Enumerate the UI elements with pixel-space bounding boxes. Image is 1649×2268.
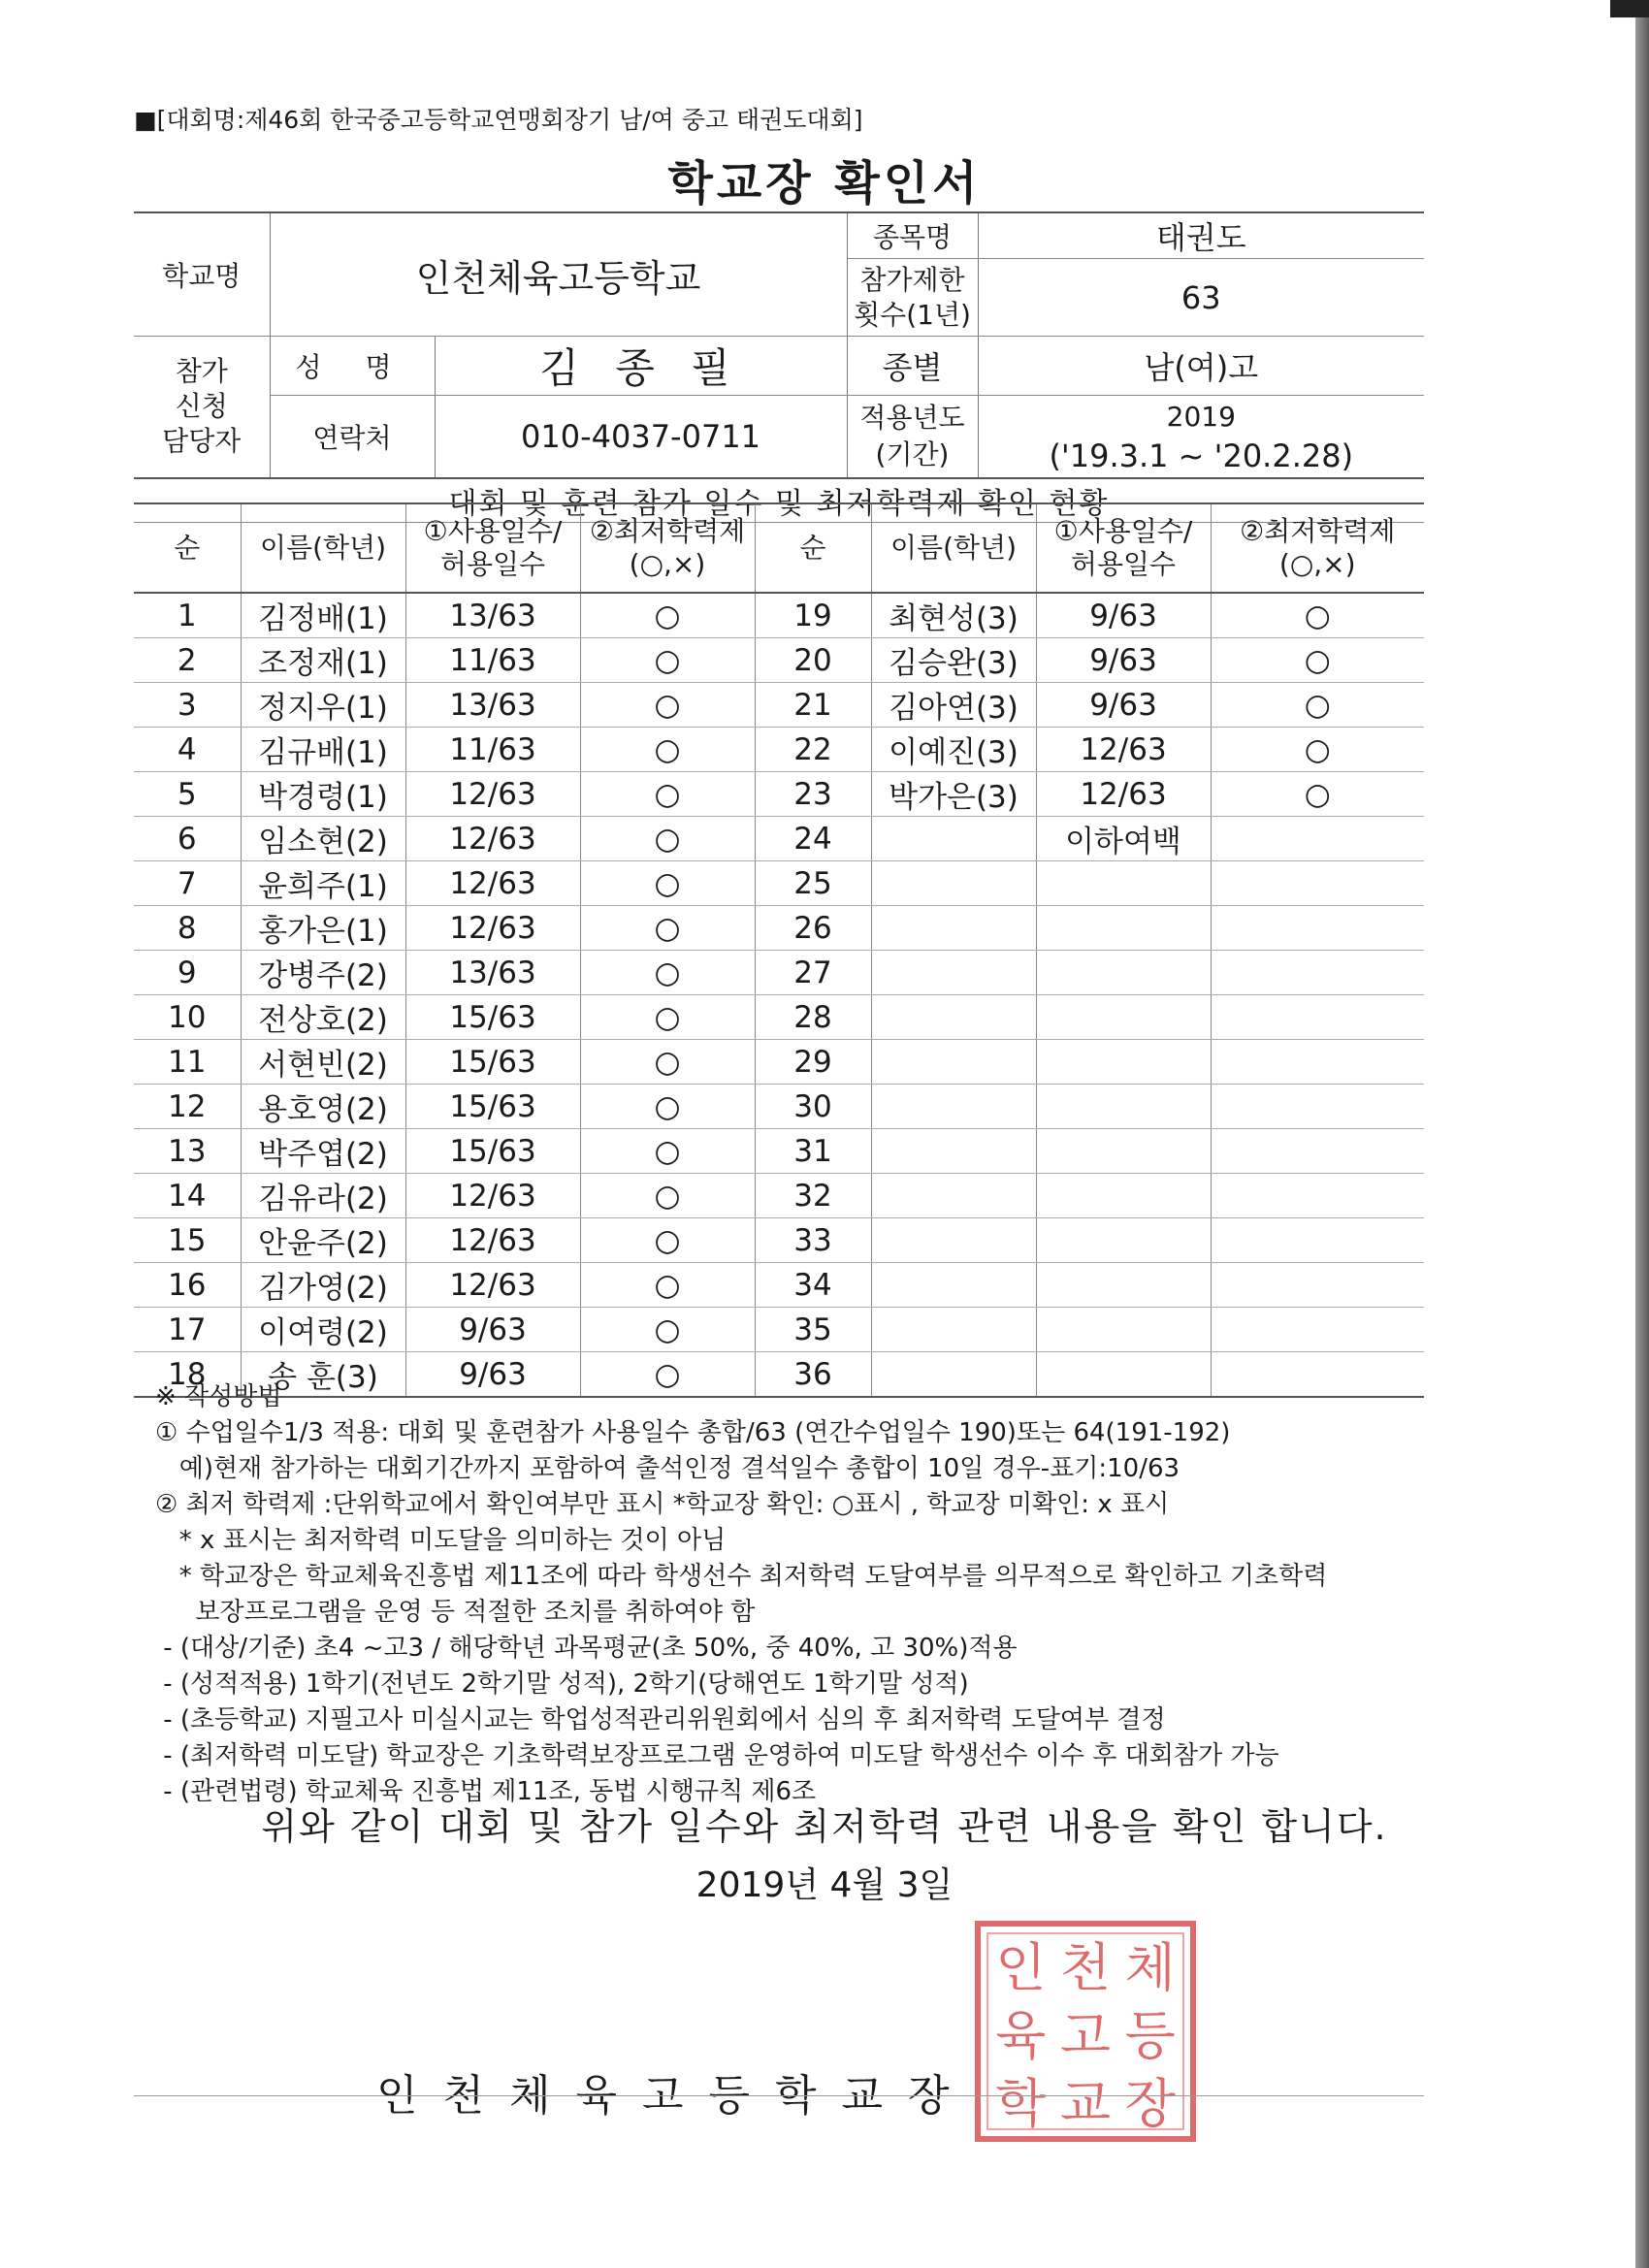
cell-no: 9 bbox=[134, 951, 241, 995]
cell-min: ○ bbox=[580, 906, 755, 951]
cell-no: 10 bbox=[134, 995, 241, 1040]
cell-no: 30 bbox=[755, 1085, 871, 1129]
cell-name bbox=[871, 861, 1036, 906]
note-line: * 학교장은 학교체육진흥법 제11조에 따라 학생선수 최저학력 도달여부를 의무적으로 확인하고 기초학력 bbox=[155, 1562, 1328, 1591]
cell-no: 33 bbox=[755, 1218, 871, 1263]
cell-no: 25 bbox=[755, 861, 871, 906]
cell-min bbox=[1211, 817, 1424, 861]
cell-name: 최현성(3) bbox=[871, 593, 1036, 638]
cell-min bbox=[1211, 1308, 1424, 1352]
cell-min bbox=[1211, 906, 1424, 951]
cell-name bbox=[871, 995, 1036, 1040]
type-value: 남(여)고 bbox=[978, 337, 1424, 396]
cell-days: 9/63 bbox=[405, 1352, 580, 1398]
cell-no: 16 bbox=[134, 1263, 241, 1308]
cell-days bbox=[1036, 906, 1211, 951]
col-days-line1: ①사용일수/ bbox=[423, 515, 563, 547]
cell-no: 27 bbox=[755, 951, 871, 995]
table-row bbox=[134, 728, 1424, 772]
table-row bbox=[134, 593, 1424, 638]
competition-note: ■[대회명:제46회 한국중고등학교연맹회장기 남/여 중고 태권도대회] bbox=[134, 106, 863, 134]
cell-days bbox=[1036, 1129, 1211, 1174]
cell-days: 12/63 bbox=[405, 772, 580, 817]
cell-min bbox=[1211, 1085, 1424, 1129]
cell-days: 12/63 bbox=[1036, 728, 1211, 772]
cell-days bbox=[1036, 1174, 1211, 1218]
cell-days: 12/63 bbox=[405, 1263, 580, 1308]
col-min-line1: ②최저학력제 bbox=[1240, 515, 1396, 547]
cell-name: 박주엽(2) bbox=[241, 1129, 405, 1174]
writing-instructions bbox=[155, 1379, 1436, 1810]
cell-name: 용호영(2) bbox=[241, 1085, 405, 1129]
phone-label: 연락처 bbox=[270, 396, 435, 478]
cell-name: 이예진(3) bbox=[871, 728, 1036, 772]
cell-days bbox=[1036, 861, 1211, 906]
confirmation-statement: 위와 같이 대회 및 참가 일수와 최저학력 관련 내용을 확인 합니다. bbox=[261, 1805, 1388, 1848]
cell-no: 7 bbox=[134, 861, 241, 906]
cell-min bbox=[1211, 1218, 1424, 1263]
cell-no: 1 bbox=[134, 593, 241, 638]
cell-name bbox=[871, 1129, 1036, 1174]
cell-min: ○ bbox=[580, 1040, 755, 1085]
col-min-line2: (○,×) bbox=[629, 548, 706, 580]
cell-days bbox=[1036, 951, 1211, 995]
year-label bbox=[847, 396, 978, 478]
table-row bbox=[134, 906, 1424, 951]
cell-days: 9/63 bbox=[1036, 638, 1211, 683]
cell-min: ○ bbox=[580, 593, 755, 638]
event-label: 종목명 bbox=[847, 212, 978, 259]
info-table bbox=[134, 211, 1424, 523]
table-row bbox=[134, 772, 1424, 817]
period-value: ('19.3.1 ~ '20.2.28) bbox=[1049, 437, 1354, 474]
cell-name: 윤희주(1) bbox=[241, 861, 405, 906]
cell-name: 홍가은(1) bbox=[241, 906, 405, 951]
contact-group-line2: 신청 bbox=[175, 390, 228, 423]
cell-name: 서현빈(2) bbox=[241, 1040, 405, 1085]
cell-no: 28 bbox=[755, 995, 871, 1040]
cell-days: 11/63 bbox=[405, 728, 580, 772]
col-days-line2: 허용일수 bbox=[1070, 548, 1177, 580]
cell-min: ○ bbox=[580, 683, 755, 728]
cell-days: 12/63 bbox=[405, 1218, 580, 1263]
table-row bbox=[134, 817, 1424, 861]
cell-no: 31 bbox=[755, 1129, 871, 1174]
issue-date: 2019년 4월 3일 bbox=[695, 1865, 954, 1905]
cell-min: ○ bbox=[580, 772, 755, 817]
col-min bbox=[580, 503, 755, 593]
cell-min: ○ bbox=[580, 638, 755, 683]
cell-no: 14 bbox=[134, 1174, 241, 1218]
school-label: 학교명 bbox=[134, 212, 270, 337]
cell-days bbox=[1036, 1308, 1211, 1352]
cell-days: 12/63 bbox=[1036, 772, 1211, 817]
cell-name bbox=[871, 1040, 1036, 1085]
year-number: 2019 bbox=[1166, 400, 1236, 433]
name-value: 김 종 필 bbox=[435, 337, 847, 396]
col-name: 이름(학년) bbox=[871, 503, 1036, 593]
contact-group-line3: 담당자 bbox=[162, 425, 242, 458]
seal-character: 천 bbox=[1059, 1937, 1112, 1998]
cell-days: 11/63 bbox=[405, 638, 580, 683]
table-row bbox=[134, 861, 1424, 906]
limit-value: 63 bbox=[978, 259, 1424, 337]
cell-days: 15/63 bbox=[405, 1040, 580, 1085]
cell-no: 18 bbox=[134, 1352, 241, 1398]
cell-days: 9/63 bbox=[1036, 683, 1211, 728]
cell-min: ○ bbox=[580, 995, 755, 1040]
phone-value: 010-4037-0711 bbox=[435, 396, 847, 478]
cell-min bbox=[1211, 1174, 1424, 1218]
cell-no: 22 bbox=[755, 728, 871, 772]
note-line: ① 수업일수1/3 적용: 대회 및 훈련참가 사용일수 총합/63 (연간수업일수 190)또는 64(191-192) bbox=[155, 1418, 1231, 1447]
cell-days: 13/63 bbox=[405, 951, 580, 995]
table-row bbox=[134, 1085, 1424, 1129]
cell-days: 12/63 bbox=[405, 906, 580, 951]
participants-table bbox=[134, 502, 1424, 1398]
col-no: 순 bbox=[134, 503, 241, 593]
cell-min: ○ bbox=[1211, 728, 1424, 772]
cell-name bbox=[871, 1308, 1036, 1352]
limit-label bbox=[847, 259, 978, 337]
cell-min: ○ bbox=[580, 1218, 755, 1263]
seal-character: 체 bbox=[1124, 1937, 1176, 1998]
note-line: - (성적적용) 1학기(전년도 2학기말 성적), 2학기(당해연도 1학기말 성적) bbox=[155, 1669, 969, 1699]
table-row bbox=[134, 951, 1424, 995]
cell-min bbox=[1211, 861, 1424, 906]
cell-name bbox=[871, 817, 1036, 861]
school-name: 인천체육고등학교 bbox=[270, 212, 847, 337]
cell-name: 김아연(3) bbox=[871, 683, 1036, 728]
cell-days: 12/63 bbox=[405, 861, 580, 906]
cell-no: 15 bbox=[134, 1218, 241, 1263]
cell-min: ○ bbox=[580, 1308, 755, 1352]
seal-character: 학 bbox=[995, 2073, 1047, 2134]
col-name: 이름(학년) bbox=[241, 503, 405, 593]
table-row bbox=[134, 1174, 1424, 1218]
note-line: - (최저학력 미도달) 학교장은 기초학력보장프로그램 운영하여 미도달 학생선수 이수 후 대회참가 가능 bbox=[155, 1741, 1279, 1770]
document-title: 학교장 확인서 bbox=[667, 156, 982, 211]
cell-name: 박가은(3) bbox=[871, 772, 1036, 817]
cell-no: 24 bbox=[755, 817, 871, 861]
seal-character: 교 bbox=[1059, 2073, 1112, 2134]
cell-name bbox=[871, 1085, 1036, 1129]
cell-name bbox=[871, 1174, 1036, 1218]
cell-name: 김유라(2) bbox=[241, 1174, 405, 1218]
cell-no: 8 bbox=[134, 906, 241, 951]
cell-min: ○ bbox=[1211, 638, 1424, 683]
cell-days bbox=[1036, 1218, 1211, 1263]
scan-corner bbox=[1610, 0, 1649, 17]
cell-min: ○ bbox=[580, 1129, 755, 1174]
cell-no: 5 bbox=[134, 772, 241, 817]
cell-days bbox=[1036, 1263, 1211, 1308]
table-row bbox=[134, 1263, 1424, 1308]
seal-character: 인 bbox=[995, 1937, 1047, 1998]
cell-name: 임소현(2) bbox=[241, 817, 405, 861]
col-days-line1: ①사용일수/ bbox=[1053, 515, 1193, 547]
cell-days bbox=[1036, 1085, 1211, 1129]
name-label: 성 명 bbox=[270, 337, 435, 396]
col-min-line2: (○,×) bbox=[1278, 548, 1356, 580]
limit-label-line1: 참가제한 bbox=[859, 263, 965, 296]
principal-name: 인천체육고등학교장 bbox=[376, 2071, 975, 2121]
type-label: 종별 bbox=[847, 337, 978, 396]
cell-no: 36 bbox=[755, 1352, 871, 1398]
cell-min bbox=[1211, 1263, 1424, 1308]
cell-days: 15/63 bbox=[405, 995, 580, 1040]
cell-min: ○ bbox=[1211, 772, 1424, 817]
cell-no: 19 bbox=[755, 593, 871, 638]
cell-no: 20 bbox=[755, 638, 871, 683]
cell-name bbox=[871, 951, 1036, 995]
note-line: - (초등학교) 지필고사 미실시교는 학업성적관리위원회에서 심의 후 최저학력 도달여부 결정 bbox=[155, 1705, 1166, 1734]
col-days bbox=[1036, 503, 1211, 593]
cell-no: 26 bbox=[755, 906, 871, 951]
cell-no: 35 bbox=[755, 1308, 871, 1352]
cell-no: 34 bbox=[755, 1263, 871, 1308]
col-days bbox=[405, 503, 580, 593]
cell-days: 12/63 bbox=[405, 1174, 580, 1218]
cell-name: 박경령(1) bbox=[241, 772, 405, 817]
cell-days: 9/63 bbox=[405, 1308, 580, 1352]
event-value: 태권도 bbox=[978, 212, 1424, 259]
cell-name: 송 훈(3) bbox=[241, 1352, 405, 1398]
cell-no: 23 bbox=[755, 772, 871, 817]
scan-edge bbox=[1635, 0, 1649, 2268]
cell-min: ○ bbox=[580, 1263, 755, 1308]
cell-name: 전상호(2) bbox=[241, 995, 405, 1040]
cell-name: 강병주(2) bbox=[241, 951, 405, 995]
table-title: 대회 및 훈련 참가 일수 및 최저학력제 확인 현황 bbox=[134, 478, 1424, 523]
year-label-line2: (기간) bbox=[875, 437, 950, 470]
note-line: ※ 작성방법 bbox=[155, 1382, 282, 1411]
cell-no: 32 bbox=[755, 1174, 871, 1218]
school-seal-stamp bbox=[975, 1921, 1196, 2142]
cell-name: 이여령(2) bbox=[241, 1308, 405, 1352]
cell-name: 안윤주(2) bbox=[241, 1218, 405, 1263]
table-row bbox=[134, 1040, 1424, 1085]
cell-no: 17 bbox=[134, 1308, 241, 1352]
table-row bbox=[134, 683, 1424, 728]
cell-no: 11 bbox=[134, 1040, 241, 1085]
note-line: - (대상/기준) 초4 ~고3 / 해당학년 과목평균(초 50%, 중 40%, 고 30%)적용 bbox=[155, 1634, 1018, 1663]
cell-min bbox=[1211, 995, 1424, 1040]
cell-name bbox=[871, 1263, 1036, 1308]
cell-no: 29 bbox=[755, 1040, 871, 1085]
cell-no: 6 bbox=[134, 817, 241, 861]
cell-name: 정지우(1) bbox=[241, 683, 405, 728]
cell-no: 12 bbox=[134, 1085, 241, 1129]
cell-no: 2 bbox=[134, 638, 241, 683]
year-value bbox=[978, 396, 1424, 478]
cell-min: ○ bbox=[580, 861, 755, 906]
cell-days: 13/63 bbox=[405, 683, 580, 728]
cell-min bbox=[1211, 1129, 1424, 1174]
seal-character: 육 bbox=[995, 2005, 1047, 2066]
seal-character: 등 bbox=[1124, 2005, 1176, 2066]
cell-days: 이하여백 bbox=[1036, 817, 1211, 861]
cell-days: 9/63 bbox=[1036, 593, 1211, 638]
note-line: 예)현재 참가하는 대회기간까지 포함하여 출석인정 결석일수 총합이 10일 경우-표기:10/63 bbox=[155, 1454, 1180, 1483]
cell-min bbox=[1211, 951, 1424, 995]
note-line: ② 최저 학력제 :단위학교에서 확인여부만 표시 *학교장 확인: ○표시 , 학교장 미확인: x 표시 bbox=[155, 1490, 1170, 1519]
cell-days: 15/63 bbox=[405, 1129, 580, 1174]
cell-no: 3 bbox=[134, 683, 241, 728]
cell-no: 13 bbox=[134, 1129, 241, 1174]
seal-character: 장 bbox=[1124, 2073, 1176, 2134]
note-line: - (관련법령) 학교체육 진흥법 제11조, 동법 시행규칙 제6조 bbox=[155, 1777, 817, 1806]
table-row bbox=[134, 1308, 1424, 1352]
cell-min: ○ bbox=[580, 1352, 755, 1398]
col-no: 순 bbox=[755, 503, 871, 593]
col-min-line1: ②최저학력제 bbox=[589, 515, 746, 547]
cell-min: ○ bbox=[580, 1174, 755, 1218]
seal-character: 고 bbox=[1059, 2005, 1112, 2066]
cell-days: 12/63 bbox=[405, 817, 580, 861]
contact-group-label bbox=[134, 337, 270, 478]
table-row bbox=[134, 1218, 1424, 1263]
bottom-divider bbox=[134, 2095, 1424, 2096]
col-min bbox=[1211, 503, 1424, 593]
cell-no: 4 bbox=[134, 728, 241, 772]
limit-label-line2: 횟수(1년) bbox=[854, 298, 971, 331]
cell-min: ○ bbox=[580, 728, 755, 772]
cell-days: 13/63 bbox=[405, 593, 580, 638]
cell-name bbox=[871, 906, 1036, 951]
year-label-line1: 적용년도 bbox=[859, 401, 965, 434]
cell-name bbox=[871, 1218, 1036, 1263]
note-line: * x 표시는 최저학력 미도달을 의미하는 것이 아님 bbox=[155, 1526, 727, 1555]
cell-name: 조정재(1) bbox=[241, 638, 405, 683]
table-row bbox=[134, 638, 1424, 683]
cell-min: ○ bbox=[580, 1085, 755, 1129]
cell-days bbox=[1036, 995, 1211, 1040]
cell-name: 김승완(3) bbox=[871, 638, 1036, 683]
cell-no: 21 bbox=[755, 683, 871, 728]
table-header-row bbox=[134, 503, 1424, 593]
cell-name: 김가영(2) bbox=[241, 1263, 405, 1308]
cell-min bbox=[1211, 1040, 1424, 1085]
cell-name: 김정배(1) bbox=[241, 593, 405, 638]
cell-days: 15/63 bbox=[405, 1085, 580, 1129]
cell-min: ○ bbox=[580, 951, 755, 995]
table-row bbox=[134, 1129, 1424, 1174]
col-days-line2: 허용일수 bbox=[439, 548, 546, 580]
cell-min: ○ bbox=[1211, 593, 1424, 638]
note-line: 보장프로그램을 운영 등 적절한 조치를 취하여야 함 bbox=[155, 1598, 756, 1627]
cell-name: 김규배(1) bbox=[241, 728, 405, 772]
cell-min: ○ bbox=[1211, 683, 1424, 728]
cell-min: ○ bbox=[580, 817, 755, 861]
cell-days bbox=[1036, 1040, 1211, 1085]
table-row bbox=[134, 995, 1424, 1040]
contact-group-line1: 참가 bbox=[175, 355, 228, 388]
